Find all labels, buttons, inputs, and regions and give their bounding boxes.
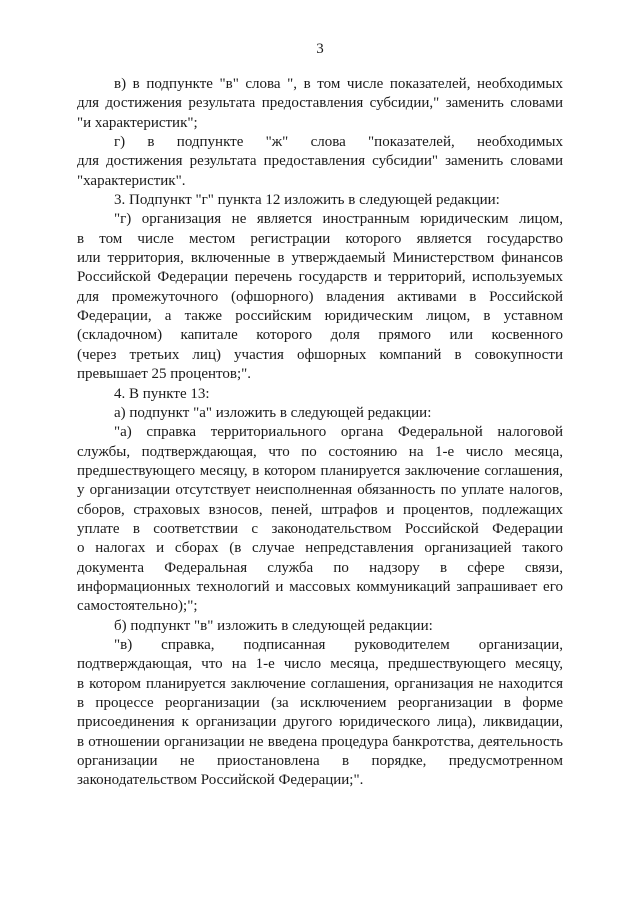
paragraph-line: "характеристик". <box>77 172 186 189</box>
paragraph-line: информационных технологий и массовых коммуникаций запрашивает его <box>77 578 563 595</box>
paragraph-line: б) подпункт "в" изложить в следующей редакции: <box>114 617 433 634</box>
document-body <box>77 75 563 791</box>
paragraph-line: (через третьих лиц) участия офшорных компаний в совокупности <box>77 346 563 363</box>
paragraph-line: 3. Подпункт "г" пункта 12 изложить в следующей редакции: <box>114 192 500 209</box>
paragraph-line: предшествующего месяцу, в котором планируется заключение соглашения, <box>77 462 563 479</box>
paragraph-line: о налогах и сборах (в случае непредставления организацией такого <box>77 540 563 557</box>
paragraph-line: для достижения результата предоставления субсидии" заменить словами <box>77 153 563 170</box>
page-number: 3 <box>316 41 324 57</box>
paragraph-line: "а) справка территориального органа Федеральной налоговой <box>114 424 563 441</box>
paragraph-line: "и характеристик"; <box>77 114 198 131</box>
paragraph-line: или территория, включенные в утверждаемый Министерством финансов <box>77 250 563 267</box>
paragraph-line: превышает 25 процентов;". <box>77 366 251 383</box>
paragraph-line: для промежуточного (офшорного) владения активами в Российской <box>77 288 563 305</box>
paragraph-line: в том числе местом регистрации которого является государство <box>77 230 563 247</box>
paragraph-line: документа Федеральная служба по надзору в сфере связи, <box>77 559 563 576</box>
paragraph-line: законодательством Российской Федерации;". <box>77 772 364 789</box>
paragraph-line: 4. В пункте 13: <box>114 385 210 402</box>
paragraph-line: в котором планируется заключение соглашения, организация не находится <box>77 675 563 692</box>
paragraph-line: сборов, страховых взносов, пеней, штрафов и процентов, подлежащих <box>77 501 563 518</box>
paragraph-line: службы, подтверждающая, что по состоянию на 1-е число месяца, <box>77 443 563 460</box>
paragraph-line: для достижения результата предоставления субсидии," заменить словами <box>77 95 563 112</box>
paragraph-line: самостоятельно);"; <box>77 598 198 615</box>
paragraph-line: Российской Федерации перечень государств и территорий, используемых <box>77 269 563 286</box>
paragraph-line: у организации отсутствует неисполненная обязанность по уплате налогов, <box>77 482 563 499</box>
paragraph-line: "в) справка, подписанная руководителем организации, <box>114 636 563 653</box>
paragraph-line: в процессе реорганизации (за исключением реорганизации в форме <box>77 695 563 711</box>
paragraph-line: г) в подпункте "ж" слова "показателей, необходимых <box>114 134 563 151</box>
paragraph-line: подтверждающая, что на 1-е число месяца, предшествующего месяцу, <box>77 656 563 673</box>
paragraph-line: уплате в соответствии с законодательством Российской Федерации <box>77 520 563 537</box>
paragraph-line: Федерации, а также российским юридическим лицом, в уставном <box>77 308 563 325</box>
paragraph-line: организации не приостановлена в порядке, предусмотренном <box>77 753 563 770</box>
paragraph-line: присоединения к организации другого юридического лица), ликвидации, <box>77 714 563 731</box>
paragraph-line: (складочном) капитале которого доля прямого или косвенного <box>77 327 563 344</box>
paragraph-line: в отношении организации не введена процедура банкротства, деятельность <box>77 733 563 750</box>
paragraph-line: а) подпункт "а" изложить в следующей редакции: <box>114 404 432 421</box>
paragraph-line: в) в подпункте "в" слова ", в том числе показателей, необходимых <box>114 76 563 92</box>
paragraph-line: "г) организация не является иностранным юридическим лицом, <box>114 211 563 228</box>
